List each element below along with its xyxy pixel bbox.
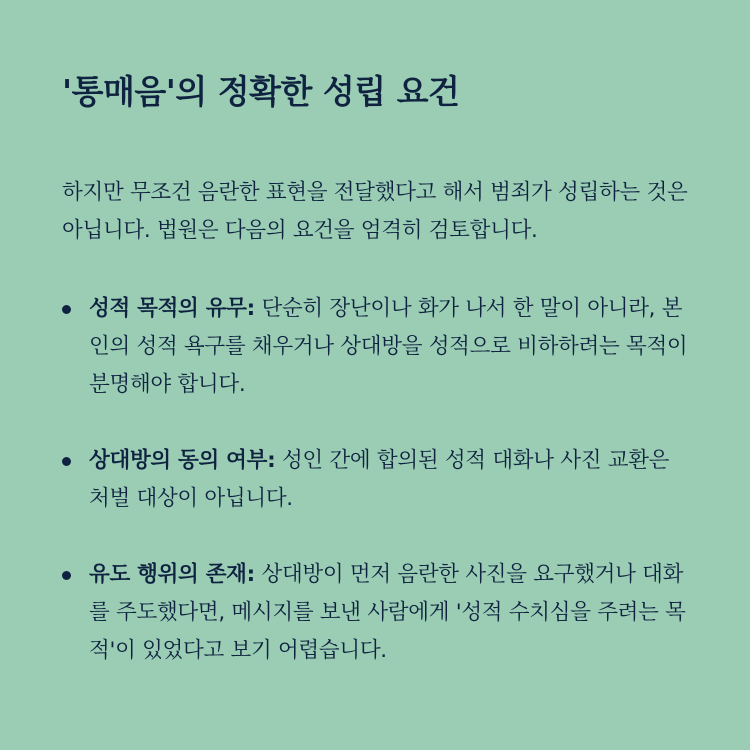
criterion-text: 성인 간에 합의된 성적 대화나 사진 교환은 처벌 대상이 아닙니다. [89, 448, 670, 511]
criteria-list [62, 290, 688, 670]
bullet-icon [62, 571, 71, 580]
list-item [62, 556, 688, 670]
criterion-text: 상대방이 먼저 음란한 사진을 요구했거나 대화를 주도했다면, 메시지를 보낸 사람에게 '성적 수치심을 주려는 목적'이 있었다고 보기 어렵습니다. [89, 562, 686, 663]
list-item [62, 290, 688, 404]
intro-paragraph: 하지만 무조건 음란한 표현을 전달했다고 해서 범죄가 성립하는 것은 아닙니다. 법원은 다음의 요건을 엄격히 검토합니다. [62, 180, 688, 243]
criterion-term: 유도 행위의 존재: [89, 562, 255, 587]
criterion-term: 성적 목적의 유무: [89, 296, 255, 321]
page-title: '통매음'의 정확한 성립 요건 [62, 72, 460, 111]
bullet-icon [62, 457, 71, 466]
list-item [62, 442, 688, 518]
criterion-text: 단순히 장난이나 화가 나서 한 말이 아니라, 본인의 성적 욕구를 채우거나 상대방을 성적으로 비하하려는 목적이 분명해야 합니다. [89, 296, 688, 397]
bullet-icon [62, 305, 71, 314]
criterion-term: 상대방의 동의 여부: [89, 448, 276, 473]
